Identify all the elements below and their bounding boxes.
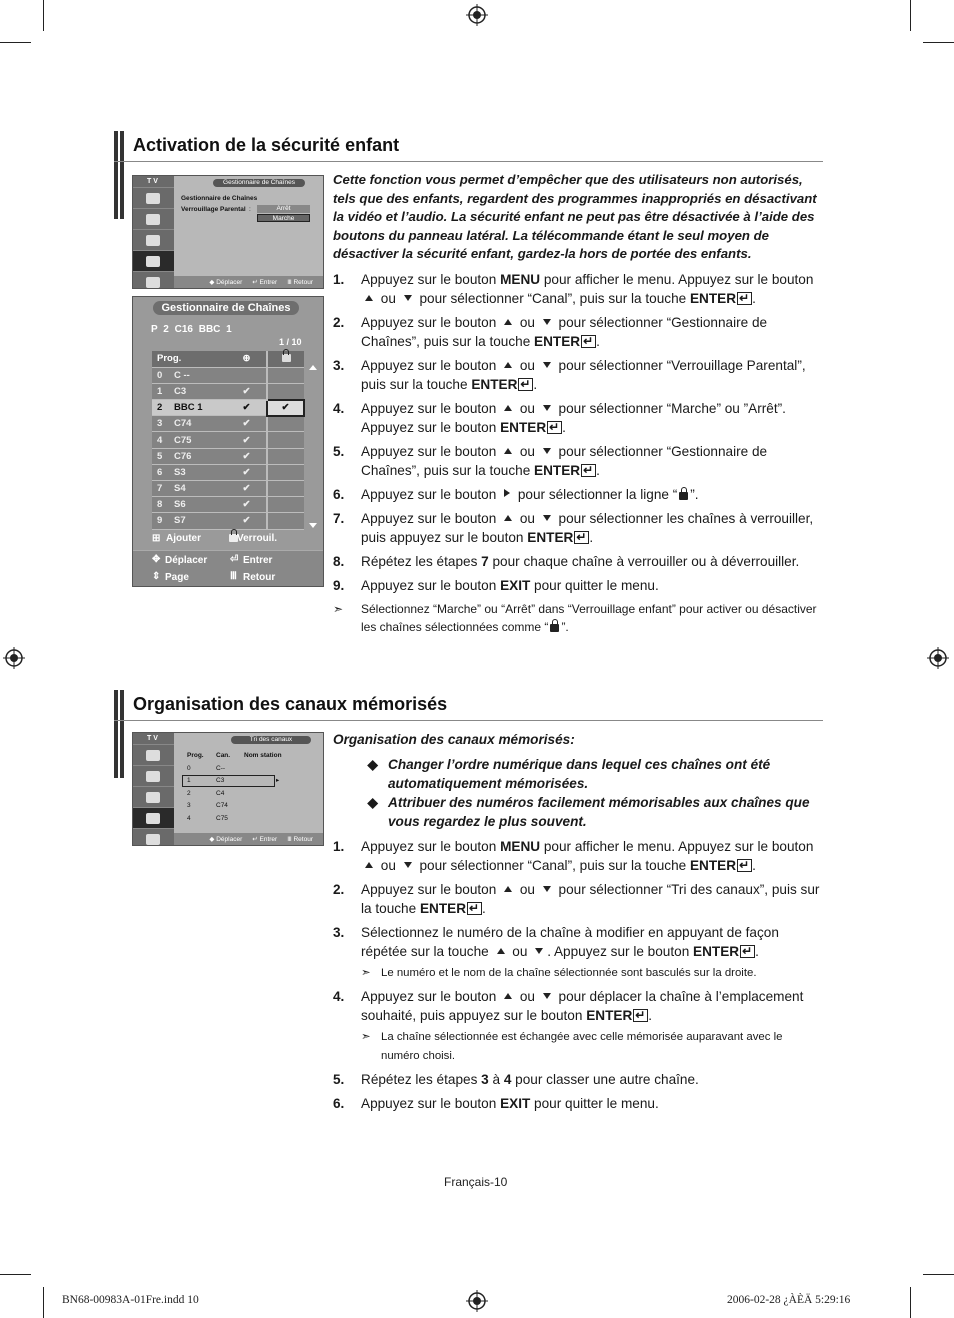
down-arrow-icon xyxy=(404,862,412,868)
step: 3. Sélectionnez le numéro de la chaîne à modifier en appuyant de façon répétée sur la touche ou . Appuyez sur le bouton ENTER↵ . xyxy=(333,923,823,961)
page-indicator: 1 / 10 xyxy=(279,337,302,347)
scroll-up-icon xyxy=(309,365,317,370)
enter-icon xyxy=(737,859,752,872)
row-prog: 0 xyxy=(187,765,191,772)
section2-text xyxy=(333,730,823,1118)
step: 5. Répétez les étapes 3 à 4 pour classer une autre chaîne. xyxy=(333,1072,699,1087)
down-arrow-icon xyxy=(404,295,412,301)
channel-manager-screenshot xyxy=(132,296,324,587)
up-arrow-icon xyxy=(497,948,505,954)
bullet-item: ◆ Attribuer des numéros facilement mémorisables aux chaînes que vous regardez le plus souvent. xyxy=(333,793,823,831)
setup-icon xyxy=(133,271,174,292)
step: 8. Répétez les étapes 7 pour chaque chaîne à verrouiller ou à déverrouiller. xyxy=(333,553,800,569)
step: 4. Appuyez sur le bouton ou pour déplacer la chaîne à l’emplacement souhaité, puis appuyez sur le bouton ENTER↵ . xyxy=(333,987,823,1025)
registration-mark-icon xyxy=(466,1290,488,1312)
table-row: 5 C76 ✔ xyxy=(152,448,304,464)
step: 7. Appuyez sur le bouton ou pour sélectionner les chaînes à verrouiller, puis appuyez sur le bouton ENTER↵ . xyxy=(333,509,823,547)
sub-heading: Organisation des canaux mémorisés: xyxy=(333,732,575,747)
page-label: Page xyxy=(165,572,189,583)
down-arrow-icon xyxy=(543,448,551,454)
right-arrow-icon: ▸ xyxy=(276,777,280,784)
crop-mark xyxy=(43,0,44,31)
col-station: Nom station xyxy=(244,752,282,759)
down-arrow-icon xyxy=(543,515,551,521)
step: 9. Appuyez sur le bouton EXIT pour quitter le menu. xyxy=(333,577,659,593)
enter-icon: ⏎ xyxy=(230,554,239,565)
registration-mark-icon xyxy=(466,4,488,26)
up-arrow-icon xyxy=(504,993,512,999)
menu-header: Gestionnaire de Chaînes xyxy=(153,301,299,315)
title-rule xyxy=(114,720,823,721)
note-arrow-icon: ➣ xyxy=(361,967,371,979)
section-title: Activation de la sécurité enfant xyxy=(133,135,400,155)
up-arrow-icon xyxy=(504,886,512,892)
note-arrow-icon: ➣ xyxy=(361,1031,371,1043)
footer-back: Ⅲ Retour xyxy=(287,836,313,843)
up-arrow-icon xyxy=(504,319,512,325)
menu-sidebar xyxy=(133,176,174,288)
file-slug: BN68-00983A-01Fre.indd 10 xyxy=(62,1294,199,1306)
menu-item: Verrouillage Parental xyxy=(181,206,246,213)
sound-icon xyxy=(133,229,174,250)
up-arrow-icon xyxy=(504,362,512,368)
crop-mark xyxy=(0,1274,31,1275)
input-icon xyxy=(133,744,174,765)
option-on: Marche xyxy=(257,214,310,222)
table-row: 8 S6 ✔ xyxy=(152,497,304,513)
down-arrow-icon xyxy=(543,993,551,999)
scroll-down-icon xyxy=(309,523,317,528)
tv-menu-screenshot xyxy=(132,175,324,289)
channel-icon xyxy=(133,250,174,271)
sound-icon xyxy=(133,786,174,807)
registration-mark-icon xyxy=(927,647,949,669)
picture-icon xyxy=(133,208,174,229)
section1-text xyxy=(333,171,823,636)
menu-item: Gestionnaire de Chaînes xyxy=(181,195,258,202)
up-arrow-icon xyxy=(365,862,373,868)
intro-paragraph: Cette fonction vous permet d’empêcher que des utilisateurs non autorisés, tels que des enfants, regardent des programmes inappropriés en désactivant la vidéo et l’audio. La sécurité enfant ne peut pas être désactivée à l’aide des boutons du panneau latéral. La télécommande étant le seul moyen de désactiver la sécurité enfant, gardez-la hors de portée des enfants. xyxy=(333,172,817,262)
input-icon xyxy=(133,187,174,208)
menu-colon: : xyxy=(249,206,251,213)
note: ➣ La chaîne sélectionnée est échangée avec celle mémorisée auparavant avec le numéro choisi. xyxy=(361,1028,823,1066)
setup-icon xyxy=(133,828,174,849)
enter-icon xyxy=(740,945,755,958)
menu-footer xyxy=(174,276,323,288)
up-arrow-icon xyxy=(504,405,512,411)
step: 1. Appuyez sur le bouton MENU pour afficher le menu. Appuyez sur le bouton ou pour sélectionner “Canal”, puis sur la touche ENTER↵ . xyxy=(333,837,823,875)
enter-icon xyxy=(574,531,589,544)
table-row: 3 C74 ✔ xyxy=(152,416,304,432)
enter-icon xyxy=(518,378,533,391)
enter-icon xyxy=(633,1009,648,1022)
tv-label: T V xyxy=(147,735,158,742)
row-prog: 1 xyxy=(187,777,191,784)
note-arrow-icon: ➣ xyxy=(333,601,344,616)
down-arrow-icon xyxy=(543,405,551,411)
menu-header: Gestionnaire de Chaînes xyxy=(213,179,305,187)
diamond-icon: ◆ xyxy=(367,757,378,772)
step: 2. Appuyez sur le bouton ou pour sélectionner “Tri des canaux”, puis sur la touche ENTER↵ . xyxy=(333,880,823,918)
menu-sidebar xyxy=(133,733,174,845)
footer-enter: ↵ Entrer xyxy=(252,836,278,843)
move-label: Déplacer xyxy=(165,555,208,566)
menu-footer xyxy=(174,833,323,845)
row-channel: C74 xyxy=(216,802,228,809)
note: ➣ Le numéro et le nom de la chaîne sélectionnée sont basculés sur la droite. xyxy=(361,964,823,983)
registration-mark-icon xyxy=(3,647,25,669)
add-label: Ajouter xyxy=(166,533,201,544)
step: 2. Appuyez sur le bouton ou pour sélectionner “Gestionnaire de Chaînes”, puis sur la touche ENTER↵ . xyxy=(333,313,823,351)
footer-back: Ⅲ Retour xyxy=(287,279,313,286)
down-arrow-icon xyxy=(535,948,543,954)
crop-mark xyxy=(923,42,954,43)
crop-mark xyxy=(910,1287,911,1318)
tv-label: T V xyxy=(147,178,158,185)
table-row: 1 C3 ✔ xyxy=(152,383,304,399)
down-arrow-icon xyxy=(543,362,551,368)
enter-icon xyxy=(581,335,596,348)
table-row: 7 S4 ✔ xyxy=(152,481,304,497)
table-row: 0 C -- xyxy=(152,367,304,383)
col-prog: Prog. xyxy=(152,351,227,367)
up-arrow-icon xyxy=(365,295,373,301)
page-icon: ⇕ xyxy=(152,571,161,582)
lock-icon xyxy=(550,624,559,632)
footer-enter: ↵ Entrer xyxy=(252,279,278,286)
lock-label: Verrouil. xyxy=(237,533,278,544)
row-selected xyxy=(182,775,275,787)
table-row: 4 C75 ✔ xyxy=(152,432,304,448)
footer-move: ◆ Déplacer xyxy=(209,836,243,843)
enter-icon xyxy=(581,464,596,477)
back-icon: Ⅲ xyxy=(230,571,237,582)
menu-header: Tri des canaux xyxy=(231,736,311,744)
lock-col-icon xyxy=(267,351,304,367)
table-row-selected: 2 BBC 1 ✔ ✔ xyxy=(152,400,304,416)
enter-icon xyxy=(737,292,752,305)
crop-mark xyxy=(0,42,31,43)
crop-mark xyxy=(910,0,911,31)
col-prog: Prog. xyxy=(187,752,204,759)
diamond-icon: ◆ xyxy=(367,795,378,810)
move-icon: ✥ xyxy=(152,554,161,565)
up-arrow-icon xyxy=(504,448,512,454)
down-arrow-icon xyxy=(543,319,551,325)
section-title: Organisation des canaux mémorisés xyxy=(133,694,448,714)
enter-icon xyxy=(547,421,562,434)
col-channel: Can. xyxy=(216,752,231,759)
picture-icon xyxy=(133,765,174,786)
lock-icon xyxy=(679,492,688,500)
section-marker xyxy=(114,690,124,778)
enter-label: Entrer xyxy=(243,555,273,566)
note: ➣ Sélectionnez “Marche” ou “Arrêt” dans “Verrouillage enfant” pour activer ou désactiver les chaînes sélectionnées comme “ ”. xyxy=(333,601,817,634)
row-channel: C75 xyxy=(216,815,228,822)
right-arrow-icon xyxy=(504,489,510,497)
table-row: 9 S7 ✔ xyxy=(152,513,304,529)
row-channel: C3 xyxy=(216,777,225,784)
step: 6. Appuyez sur le bouton pour sélectionner la ligne “ ”. xyxy=(333,486,699,502)
section-marker xyxy=(114,131,124,219)
down-arrow-icon xyxy=(543,886,551,892)
title-rule xyxy=(114,161,823,162)
step: 3. Appuyez sur le bouton ou pour sélectionner “Verrouillage Parental”, puis sur la touche ENTER↵ . xyxy=(333,356,823,394)
table-header xyxy=(152,351,304,367)
page-number: Français-10 xyxy=(444,1175,508,1189)
crop-mark xyxy=(43,1287,44,1318)
row-prog: 2 xyxy=(187,790,191,797)
step: 1. Appuyez sur le bouton MENU pour afficher le menu. Appuyez sur le bouton ou pour sélectionner “Canal”, puis sur la touche ENTER↵ . xyxy=(333,270,823,308)
bullet-list xyxy=(333,755,823,831)
channel-table xyxy=(152,351,305,530)
up-arrow-icon xyxy=(504,515,512,521)
row-channel: C4 xyxy=(216,790,225,797)
bullet-item: ◆ Changer l’ordre numérique dans lequel ces chaînes ont été automatiquement mémorisées. xyxy=(333,755,823,793)
step: 4. Appuyez sur le bouton ou pour sélectionner “Marche” ou ”Arrêt”. Appuyez sur le bouton ENTER↵ . xyxy=(333,399,823,437)
tv-menu-screenshot xyxy=(132,732,324,846)
row-channel: C-- xyxy=(216,765,226,772)
table-row: 6 S3 ✔ xyxy=(152,464,304,480)
footer-move: ◆ Déplacer xyxy=(209,279,243,286)
row-prog: 3 xyxy=(187,802,191,809)
channel-icon xyxy=(133,807,174,828)
enter-icon xyxy=(467,902,482,915)
back-label: Retour xyxy=(243,572,276,583)
add-icon: ⊞ xyxy=(152,533,161,544)
row-prog: 4 xyxy=(187,815,191,822)
current-program: P 2 C16 BBC 1 xyxy=(151,324,232,335)
date-slug: 2006-02-28 ¿ÀÈÄ 5:29:16 xyxy=(727,1294,851,1306)
menu-footer xyxy=(133,550,323,586)
step: 6. Appuyez sur le bouton EXIT pour quitter le menu. xyxy=(333,1096,659,1111)
add-col-icon: ⊕ xyxy=(227,351,267,367)
crop-mark xyxy=(923,1274,954,1275)
step: 5. Appuyez sur le bouton ou pour sélectionner “Gestionnaire de Chaînes”, puis sur la touche ENTER↵ . xyxy=(333,442,823,480)
option-off: Arrêt xyxy=(257,205,310,213)
